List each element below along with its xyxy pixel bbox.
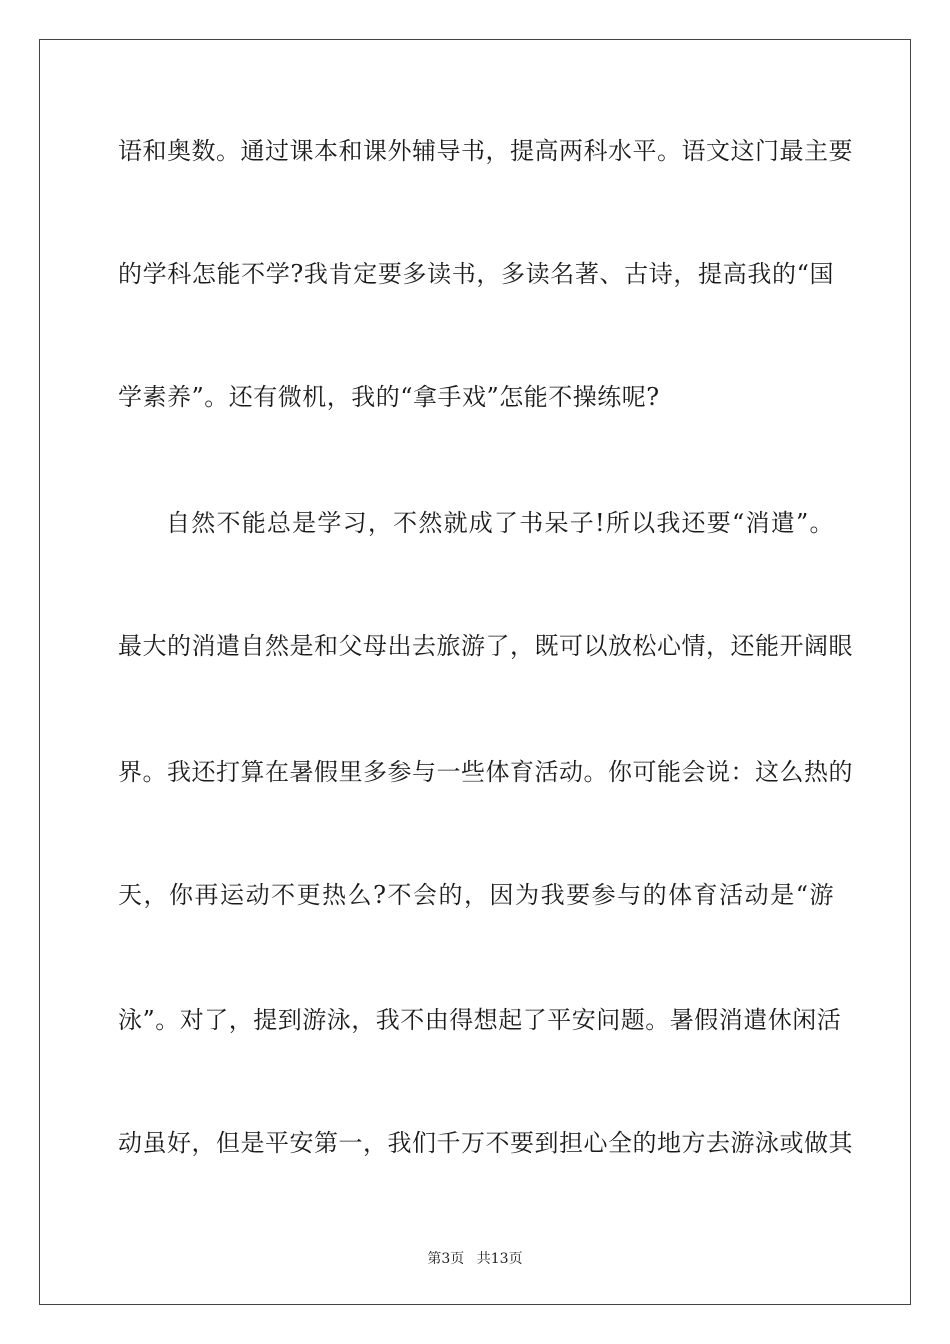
text-line-3: 学素养”。还有微机，我的“拿手戏”怎能不操练呢?	[118, 383, 660, 411]
text-line-6: 界。我还打算在暑假里多参与一些体育活动。你可能会说：这么热的	[118, 758, 853, 786]
text-line-2: 的学科怎能不学?我肯定要多读书，多读名著、古诗，提高我的“国	[118, 260, 834, 288]
text-line-8: 泳”。对了，提到游泳，我不由得想起了平安问题。暑假消遣休闲活	[118, 1006, 842, 1034]
page-total: 共13页	[476, 1251, 523, 1267]
page-footer	[0, 1248, 950, 1268]
text-line-4: 自然不能总是学习，不然就成了书呆子!所以我还要“消遣”。	[166, 509, 834, 537]
text-line-1: 语和奥数。通过课本和课外辅导书，提高两科水平。语文这门最主要	[118, 137, 853, 165]
text-line-7: 天，你再运动不更热么?不会的，因为我要参与的体育活动是“游	[118, 881, 834, 909]
text-line-9: 动虽好，但是平安第一，我们千万不要到担心全的地方去游泳或做其	[118, 1129, 853, 1157]
text-line-5: 最大的消遣自然是和父母出去旅游了，既可以放松心情，还能开阔眼	[118, 632, 853, 660]
page-border	[39, 39, 911, 1305]
page-number: 第3页	[427, 1251, 465, 1267]
